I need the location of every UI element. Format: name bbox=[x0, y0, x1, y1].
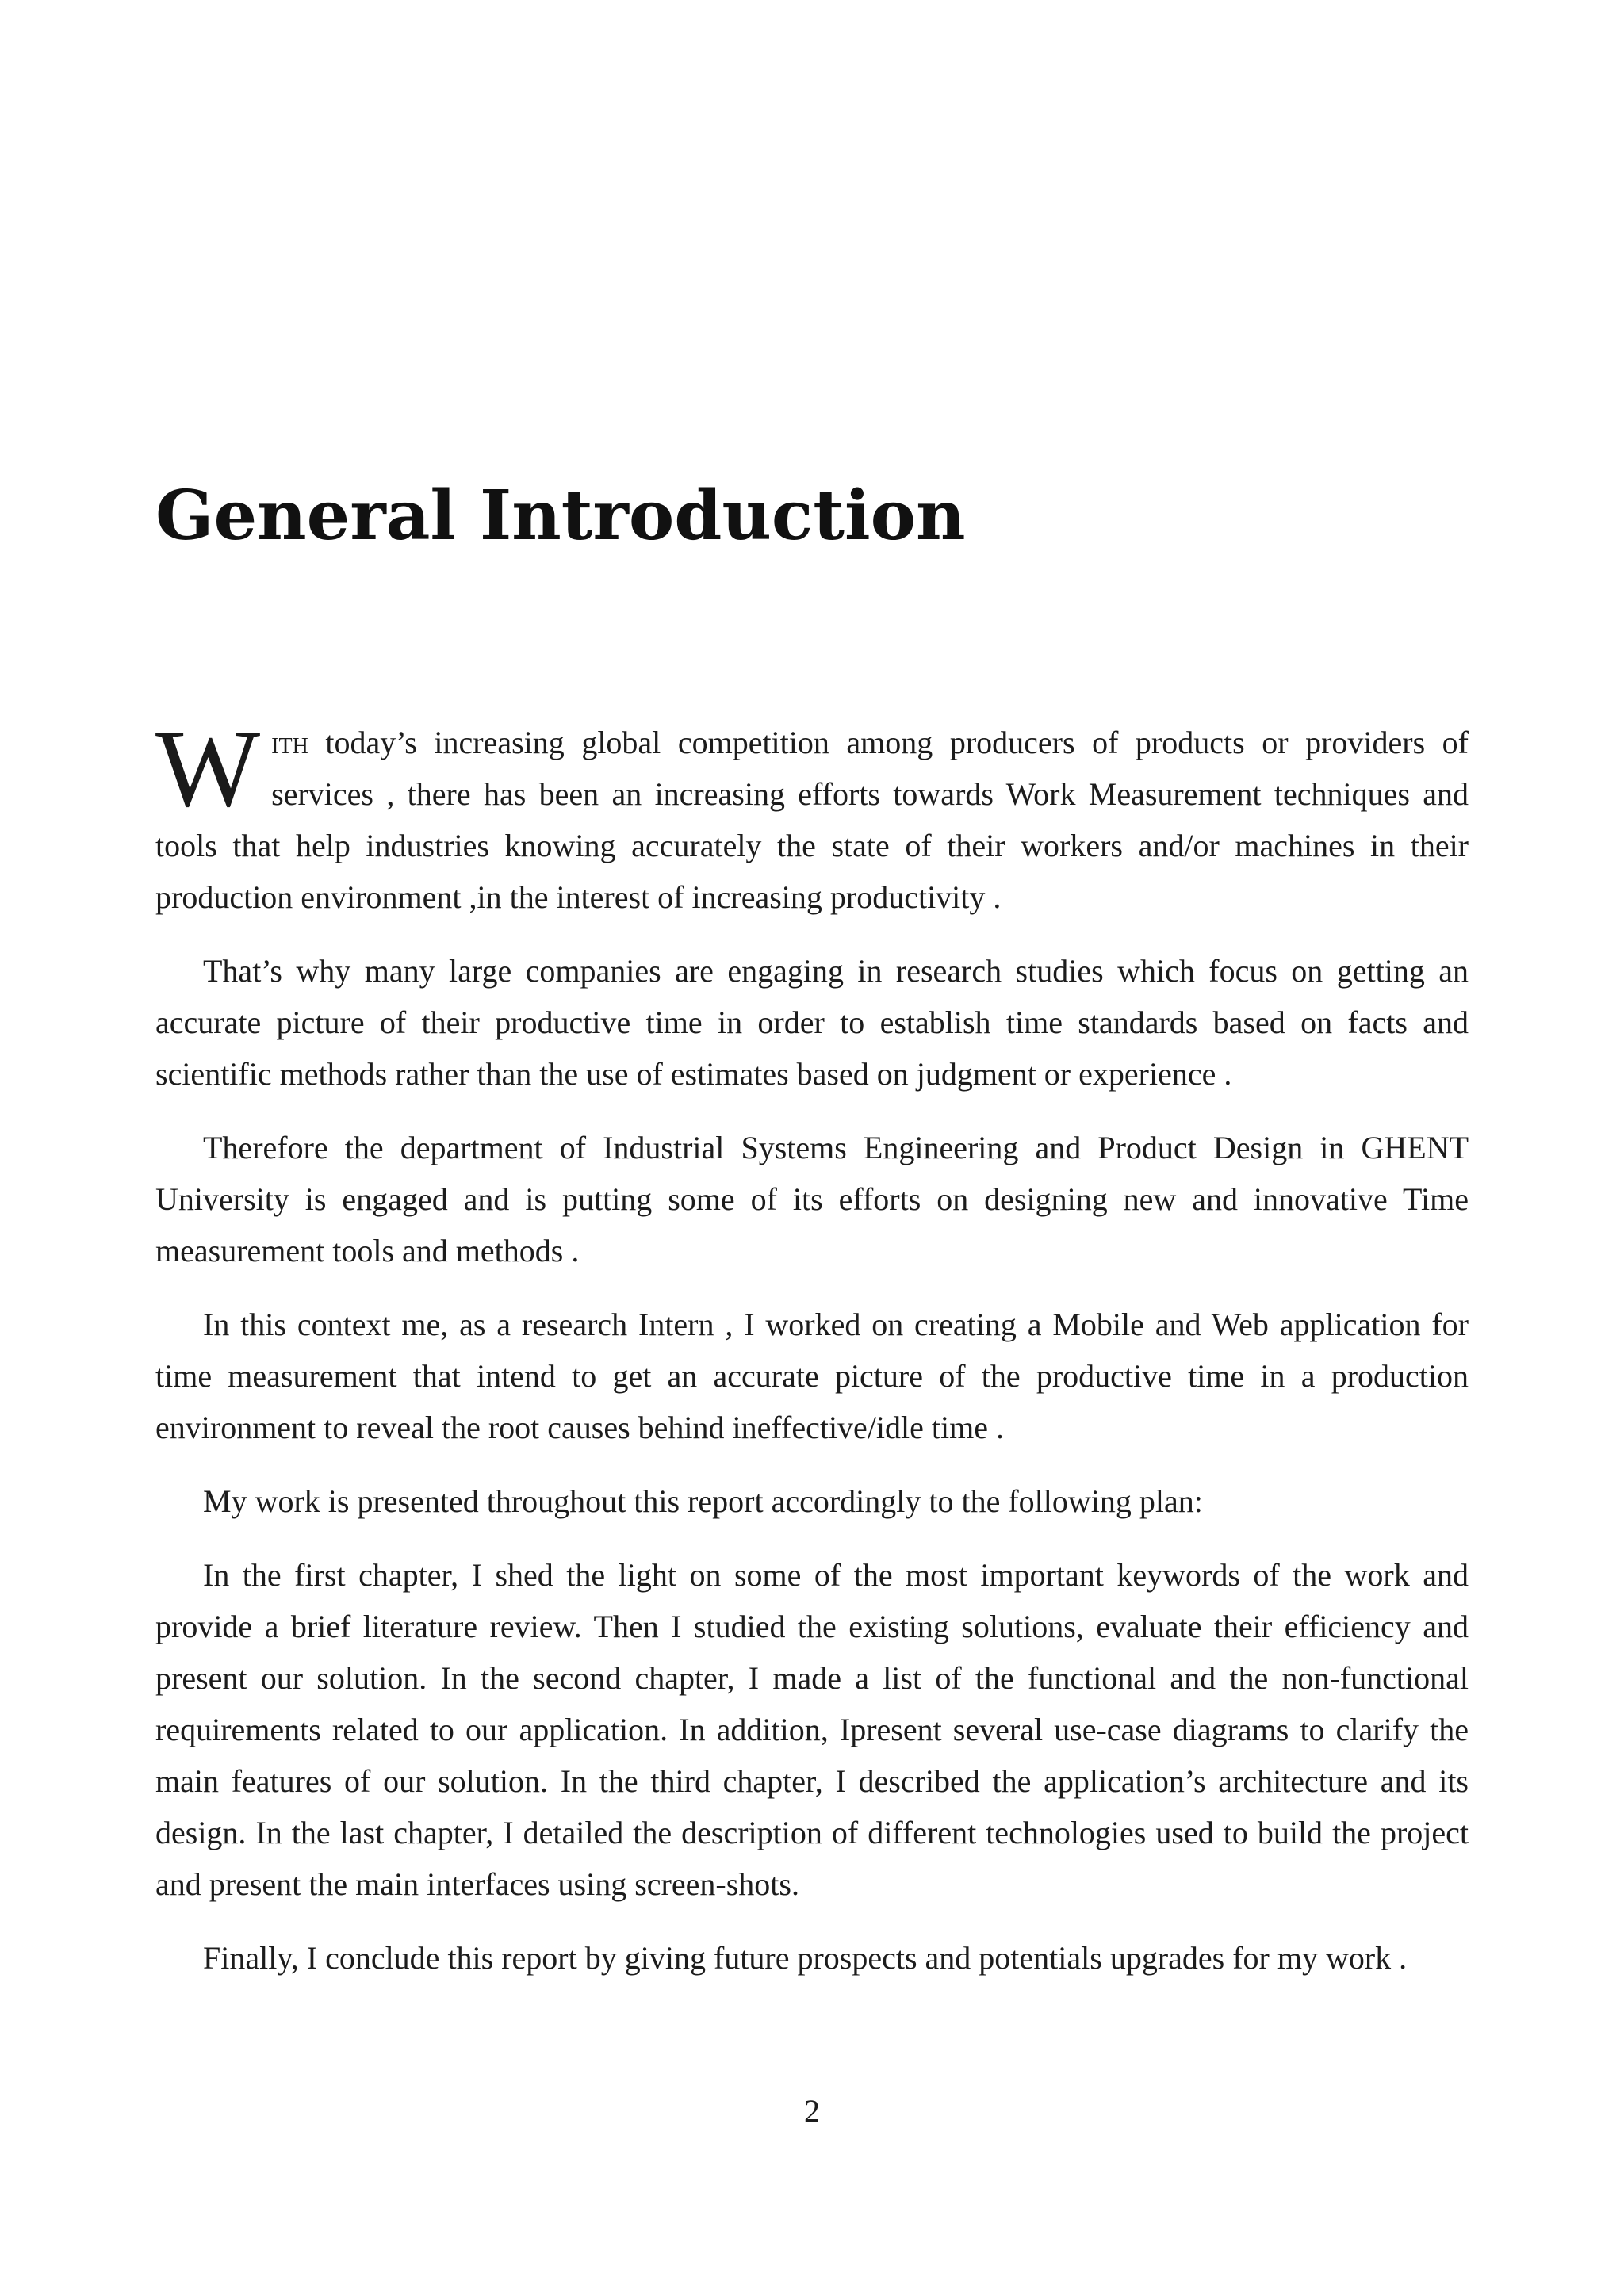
body-text bbox=[155, 707, 1469, 2006]
paragraph-plan-intro: My work is presented throughout this report accordingly to the following plan: bbox=[203, 1483, 1203, 1519]
paragraph-conclusion: Finally, I conclude this report by giving future prospects and potentials upgrades for my work . bbox=[203, 1940, 1408, 1976]
page-number: 2 bbox=[804, 2093, 820, 2129]
intro-paragraph bbox=[155, 707, 1469, 923]
intro-paragraph-text: today’s increasing global competition among producers of products or providers of services , there has been an increasing efforts towards Work Measurement techniques and tools that help industries knowing accurately the state of their workers and/or machines in their production environment ,in the interest of increasing productivity . bbox=[155, 725, 1469, 915]
paragraph-context: In this context me, as a research Intern , I worked on creating a Mobile and Web application for time measurement that intend to get an accurate picture of the productive time in a production environment to reveal the root causes behind ineffective/idle time . bbox=[155, 1307, 1469, 1445]
drop-cap: W bbox=[155, 707, 261, 830]
paragraph-companies: That’s why many large companies are engaging in research studies which focus on getting an accurate picture of their productive time in order to establish time standards based on facts and scientific methods rather than the use of estimates based on judgment or experience . bbox=[155, 953, 1469, 1092]
intro-lead-smallcaps: ith bbox=[271, 725, 308, 760]
paragraph-chapter-plan: In the first chapter, I shed the light on some of the most important keywords of the work and provide a brief literature review. Then I studied the existing solutions, evaluate their efficiency and present our solution. In the second chapter, I made a list of the functional and the non-functional requirements related to our application. In addition, Ipresent several use-case diagrams to clarify the main features of our solution. In the third chapter, I described the application’s architecture and its design. In the last chapter, I detailed the description of different technologies used to build the project and present the main interfaces using screen-shots. bbox=[155, 1557, 1469, 1902]
chapter-title: General Introduction bbox=[155, 476, 966, 556]
paragraph-department: Therefore the department of Industrial Systems Engineering and Product Design in GHENT University is engaged and is putting some of its efforts on designing new and innovative Time measurement tools and methods . bbox=[155, 1130, 1469, 1269]
